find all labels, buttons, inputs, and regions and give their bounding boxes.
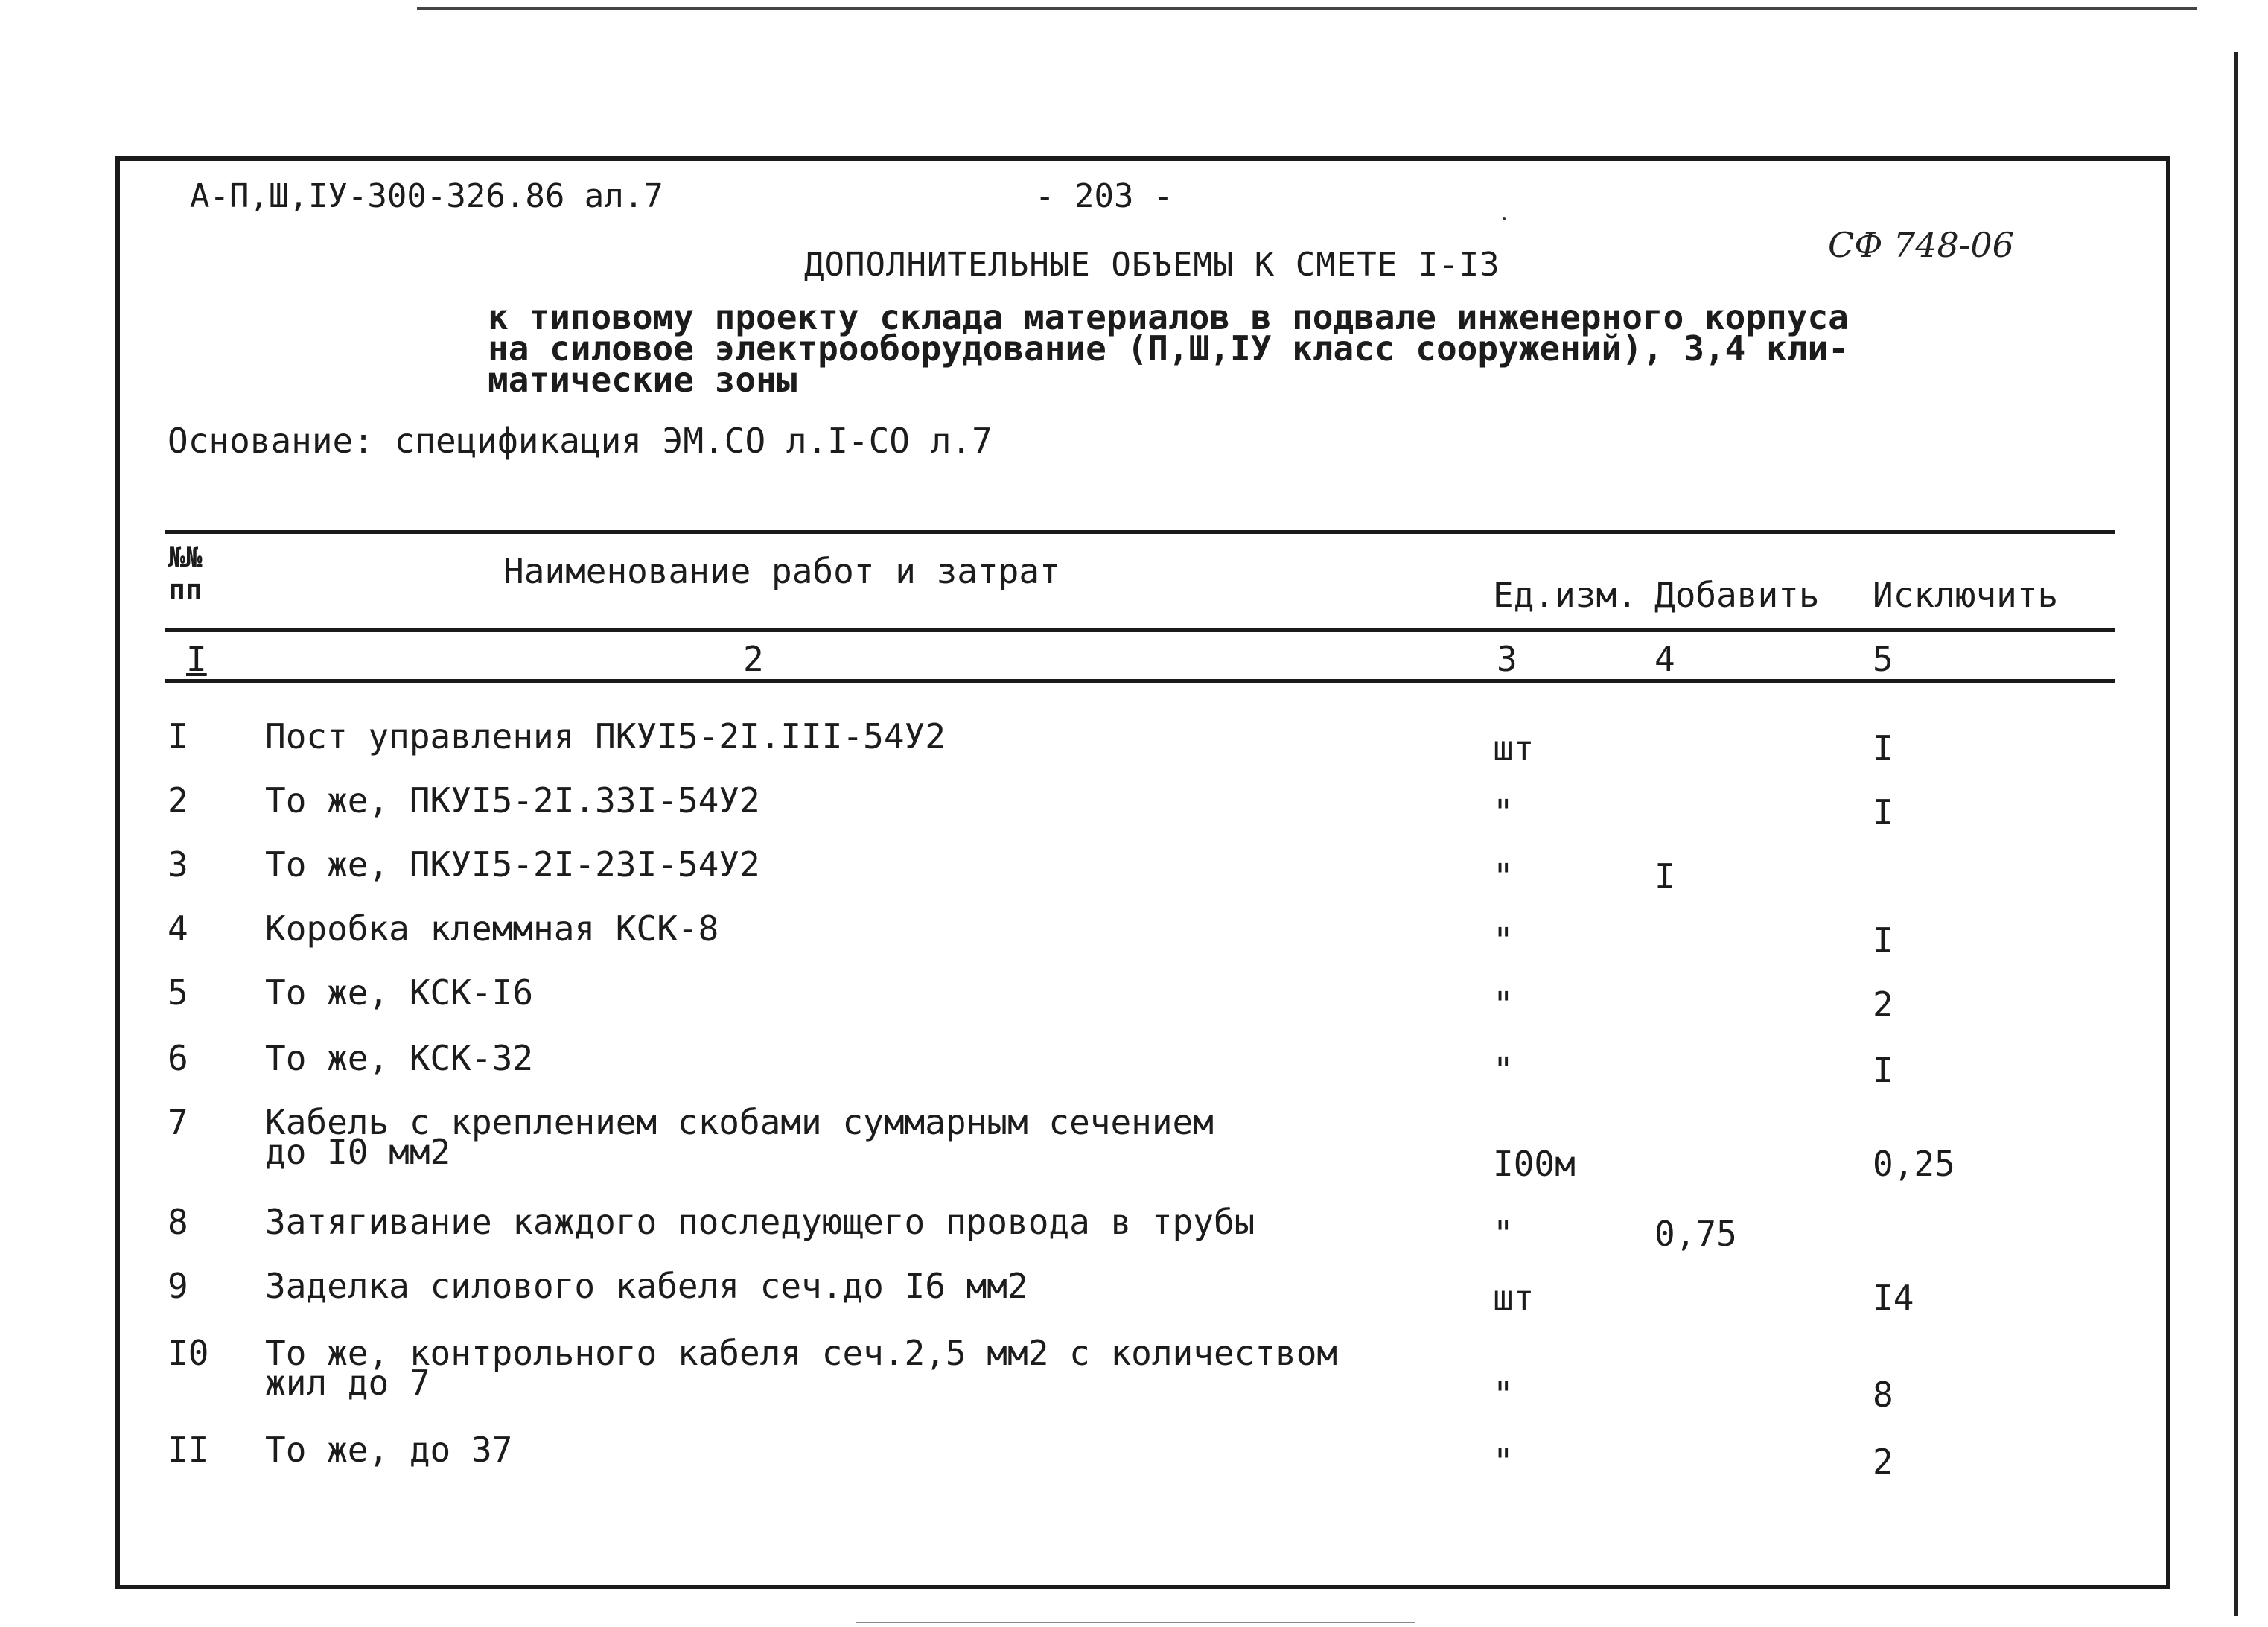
row-number: 2 [168, 780, 188, 821]
row-name: жил до 7 [265, 1363, 430, 1403]
header-rule [165, 628, 2115, 632]
column-header-exclude: Исключить [1873, 575, 2059, 615]
row-name: То же, КСК-32 [265, 1038, 534, 1078]
row-exclude: I [1873, 920, 1893, 961]
row-number: 9 [168, 1266, 188, 1306]
row-number: 4 [168, 908, 188, 949]
row-unit: " [1493, 1375, 1514, 1415]
row-exclude: 8 [1873, 1375, 1893, 1415]
row-name: Коробка клеммная КСК-8 [265, 908, 719, 949]
archive-stamp: СФ 748-06 [1828, 225, 2014, 265]
row-unit: шт [1493, 1278, 1535, 1318]
column-number-2: 2 [743, 639, 764, 679]
num-header-line: №№ [168, 541, 203, 573]
row-number: 6 [168, 1038, 188, 1078]
row-unit: " [1493, 1442, 1514, 1482]
row-name: до I0 мм2 [265, 1132, 451, 1172]
row-add: 0,75 [1654, 1214, 1737, 1254]
row-add: I [1654, 856, 1675, 897]
row-name: Пост управления ПКУI5-2I.III-54У2 [265, 716, 946, 757]
subtitle-line: матические зоны [488, 360, 797, 400]
row-exclude: I [1873, 1050, 1893, 1090]
row-exclude: I4 [1873, 1278, 1914, 1318]
row-unit: шт [1493, 728, 1535, 768]
page-number: - 203 - [1035, 177, 1173, 215]
row-number: 8 [168, 1202, 188, 1242]
row-unit: " [1493, 856, 1514, 897]
column-number-4: 4 [1654, 639, 1675, 679]
row-number: 5 [168, 972, 188, 1013]
row-unit: " [1493, 920, 1514, 961]
subtitle-line: на силовое электрооборудование (П,Ш,IУ класс сооружений), 3,4 кли- [488, 328, 1849, 369]
row-name: То же, до 37 [265, 1430, 513, 1470]
scan-edge-top [417, 7, 2197, 10]
row-exclude: 2 [1873, 984, 1893, 1025]
row-exclude: I [1873, 728, 1893, 768]
row-name: То же, контрольного кабеля сеч.2,5 мм2 с количеством [265, 1333, 1338, 1373]
subtitle-line: к типовому проекту склада материалов в подвале инженерного корпуса [488, 297, 1849, 337]
row-number: I [168, 716, 188, 757]
row-name: Затягивание каждого последующего провода в трубы [265, 1202, 1255, 1242]
num-header-line: пп [168, 573, 203, 606]
column-number-5: 5 [1873, 639, 1893, 679]
scan-edge-bottom [856, 1622, 1415, 1623]
row-unit: " [1493, 1214, 1514, 1254]
row-unit: " [1493, 984, 1514, 1025]
row-number: I0 [168, 1333, 209, 1373]
column-number-3: 3 [1497, 639, 1517, 679]
basis-line: Основание: спецификация ЭМ.СО л.I-СО л.7 [168, 421, 993, 461]
row-exclude: 0,25 [1873, 1144, 1955, 1184]
row-name: Кабель с креплением скобами суммарным сечением [265, 1102, 1214, 1142]
column-number-1: I [186, 639, 207, 679]
row-unit: " [1493, 792, 1514, 832]
doc-code: А-П,Ш,IУ-300-326.86 ал.7 [190, 177, 663, 215]
row-name: Заделка силового кабеля сеч.до I6 мм2 [265, 1266, 1028, 1306]
column-number-rule [165, 679, 2115, 683]
column-header-add: Добавить [1654, 575, 1820, 615]
document-title: ДОПОЛНИТЕЛЬНЫЕ ОБЪЕМЫ К СМЕТЕ I-I3 [804, 246, 1500, 284]
row-unit: I00м [1493, 1144, 1576, 1184]
column-header-name: Наименование работ и затрат [503, 551, 1060, 591]
scan-speck [1503, 217, 1506, 220]
scan-edge-right [2234, 52, 2238, 1616]
row-number: II [168, 1430, 209, 1470]
row-name: То же, ПКУI5-2I-23I-54У2 [265, 844, 760, 885]
table-top-rule [165, 530, 2115, 534]
column-header-num [168, 541, 203, 606]
row-exclude: I [1873, 792, 1893, 832]
row-number: 7 [168, 1102, 188, 1142]
row-name: То же, КСК-I6 [265, 972, 534, 1013]
document-subtitle [488, 297, 1849, 400]
row-name: То же, ПКУI5-2I.33I-54У2 [265, 780, 760, 821]
row-unit: " [1493, 1050, 1514, 1090]
row-number: 3 [168, 844, 188, 885]
column-header-unit: Ед.изм. [1493, 575, 1637, 615]
row-exclude: 2 [1873, 1442, 1893, 1482]
